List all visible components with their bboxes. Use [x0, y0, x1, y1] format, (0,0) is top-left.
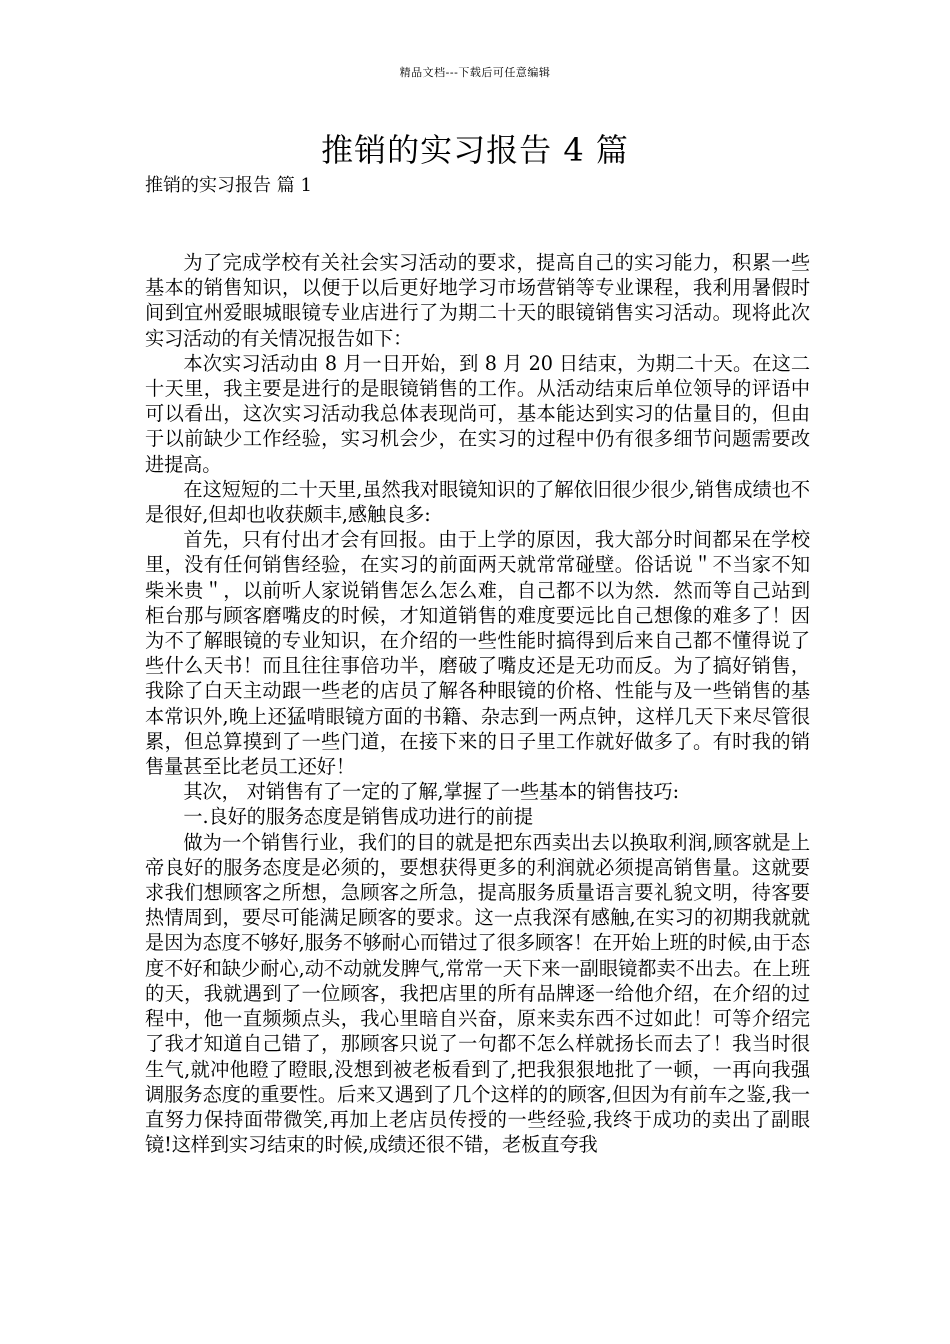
- paragraph: 其次， 对销售有了一定的了解,掌握了一些基本的销售技巧:: [183, 780, 679, 804]
- document-body: [145, 250, 810, 1157]
- paragraph: 本次实习活动由 8 月一日开始，到 8 月 20 日结束，为期二十天。在这二十天里，我主要是进行的是眼镜销售的工作。从活动结束后单位领导的评语中可以看出，这次实习活动我总体表现尚可，基本能达到实习的估量目的，但由于以前缺少工作经验，实习机会少，在实习的过程中仍有很多细节问题需要改进提高。: [145, 351, 810, 476]
- paragraph: 在这短短的二十天里,虽然我对眼镜知识的了解依旧很少很少,销售成绩也不是很好,但却也收获颇丰,感触良多:: [145, 477, 810, 527]
- paragraph: 为了完成学校有关社会实习活动的要求，提高自己的实习能力，积累一些基本的销售知识，以便于以后更好地学习市场营销等专业课程，我利用暑假时间到宜州爱眼城眼镜专业店进行了为期二十天的眼镜销售实习活动。现将此次实习活动的有关情况报告如下：: [145, 251, 810, 350]
- paragraph: 一.良好的服务态度是销售成功进行的前提: [183, 805, 533, 829]
- paragraph: 做为一个销售行业，我们的目的就是把东西卖出去以换取利润,顾客就是上帝良好的服务态度是必须的，要想获得更多的利润就必须提高销售量。这就要求我们想顾客之所想，急顾客之所急，提高服务质量语言要礼貌文明，待客要热情周到，要尽可能满足顾客的要求。这一点我深有感触,在实习的初期我就就是因为态度不够好,服务不够耐心而错过了很多顾客！在开始上班的时候,由于态度不好和缺少耐心,动不动就发脾气,常常一天下来一副眼镜都卖不出去。在上班的天，我就遇到了一位顾客，我把店里的所有品牌逐一给他介绍，在介绍的过程中，他一直频频点头，我心里暗自兴奋，原来卖东西不过如此！可等介绍完了我才知道自己错了，那顾客只说了一句都不怎么样就扬长而去了！我当时很生气,就冲他瞪了瞪眼,没想到被老板看到了,把我狠狠地批了一顿，一再向我强调服务态度的重要性。后来又遇到了几个这样的的顾客,但因为有前车之鉴,我一直努力保持面带微笑,再加上老店员传授的一些经验,我终于成功的卖出了副眼镜!这样到实习结束的时候,成绩还很不错，老板直夸我: [145, 830, 810, 1157]
- paragraph: 首先，只有付出才会有回报。由于上学的原因，我大部分时间都呆在学校里，没有任何销售经验，在实习的前面两天就常常碰壁。俗话说＂不当家不知柴米贵＂，以前听人家说销售怎么怎么难，自己都不以为然．然而等自己站到柜台那与顾客磨嘴皮的时候，才知道销售的难度要远比自己想像的难多了！因为不了解眼镜的专业知识，在介绍的一些性能时搞得到后来自己都不懂得说了些什么天书！而且往往事倍功半，磨破了嘴皮还是无功而反。为了搞好销售，我除了白天主动跟一些老的店员了解各种眼镜的价格、性能与及一些销售的基本常识外,晚上还猛啃眼镜方面的书籍、杂志到一两点钟，这样几天下来尽管很累，但总算摸到了一些门道，在接下来的日子里工作就好做多了。有时我的销售量甚至比老员工还好！: [145, 528, 810, 779]
- header-note: 精品文档---下载后可任意编辑: [399, 66, 551, 79]
- document-title: 推销的实习报告 4 篇: [321, 131, 629, 169]
- section-title: 推销的实习报告 篇 1: [145, 175, 312, 196]
